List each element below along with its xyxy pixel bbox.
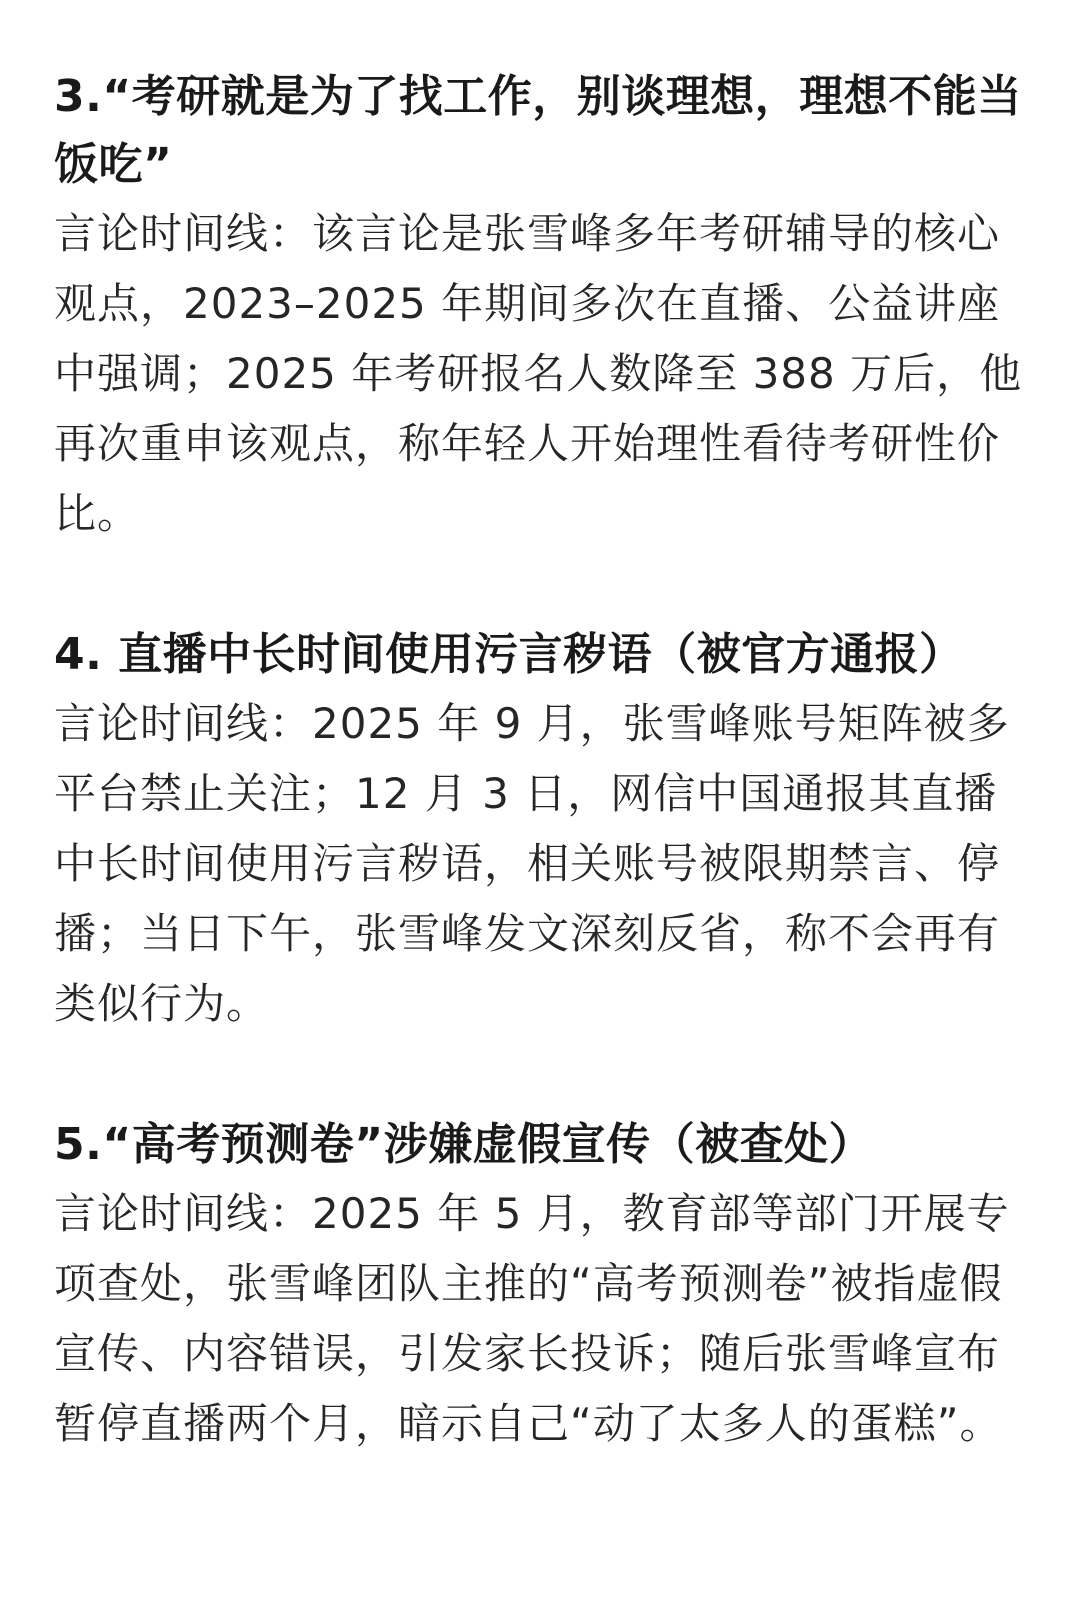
- section-body: [54, 199, 1026, 549]
- section-4: [54, 621, 1026, 1039]
- timeline-label: 言论时间线：: [54, 209, 313, 258]
- timeline-text: 2025 年 5 月，教育部等部门开展专项查处，张雪峰团队主推的“高考预测卷”被指虚假宣传、内容错误，引发家长投诉；随后张雪峰宣布暂停直播两个月，暗示自己“动了太多人的蛋糕”。: [54, 1189, 1010, 1448]
- timeline-text: 2025 年 9 月，张雪峰账号矩阵被多平台禁止关注；12 月 3 日，网信中国通报其直播中长时间使用污言秽语，相关账号被限期禁言、停播；当日下午，张雪峰发文深刻反省，称不会再有类似行为。: [54, 699, 1010, 1028]
- timeline-text: 该言论是张雪峰多年考研辅导的核心观点，2023–2025 年期间多次在直播、公益讲座中强调；2025 年考研报名人数降至 388 万后，他再次重申该观点，称年轻人开始理性看待考研性价比。: [54, 209, 1023, 538]
- section-title: 3.“考研就是为了找工作，别谈理想，理想不能当饭吃”: [54, 71, 1022, 190]
- section-3: [54, 63, 1026, 549]
- section-body: [54, 1179, 1026, 1459]
- section-title: 4. 直播中长时间使用污言秽语（被官方通报）: [54, 629, 964, 680]
- section-title: 5.“高考预测卷”涉嫌虚假宣传（被查处）: [54, 1119, 874, 1170]
- section-body: [54, 689, 1026, 1039]
- timeline-label: 言论时间线：: [54, 699, 313, 748]
- section-5: [54, 1111, 1026, 1459]
- timeline-label: 言论时间线：: [54, 1189, 313, 1238]
